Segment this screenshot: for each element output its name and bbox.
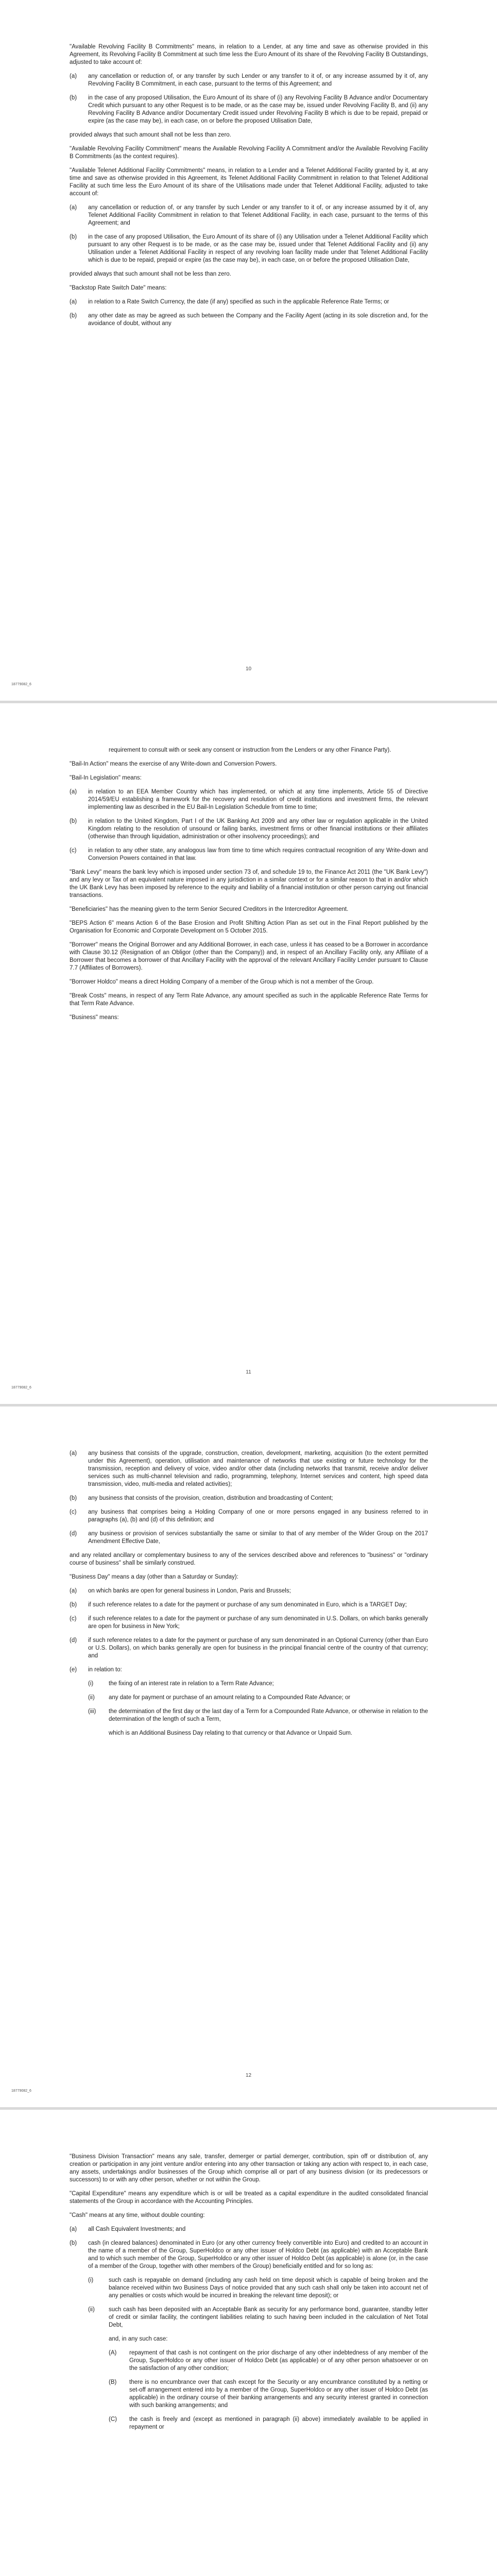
list-label: (c) bbox=[70, 1616, 77, 1622]
list-label: (B) bbox=[109, 2379, 117, 2385]
list-item bbox=[70, 1587, 428, 1595]
list-item bbox=[70, 312, 428, 328]
list-text: in relation to a Rate Switch Currency, the date (if any) specified as such in the applicable Reference Rate Terms; or bbox=[88, 299, 389, 305]
paragraph: and any related ancillary or complementary business to any of the services described above and references to "business" or "ordinary course of business" shall be similarly construed. bbox=[70, 1552, 428, 1566]
list-text: in relation to any other state, any analogous law from time to time which requires contractual recognition of any Write-down and Conversion Powers contained in that law. bbox=[88, 848, 428, 861]
list-label: (a) bbox=[70, 2226, 77, 2232]
page-number: 12 bbox=[245, 2073, 252, 2078]
list-label: (c) bbox=[70, 1509, 77, 1515]
list-label: (b) bbox=[70, 818, 77, 824]
list-text: such cash has been deposited with an Acceptable Bank as security for any performance bond, guarantee, standby letter of credit or similar facility, the contingent liabilities relating to such having been included in the calculation of Net Total Debt, bbox=[109, 2307, 428, 2328]
list-text: in the case of any proposed Utilisation, the Euro Amount of its share of (i) any Revolving Facility B Advance and/or Documentary Credit which pursuant to any other Request is to be made, or as the case may be, issued under Revolving Facility B, and (ii) any Revolving Facility B Advance and/or Documentary Credit issued under Revolving Facility B which is due to be repaid, prepaid or expire (as the case may be), in each case, on or before the proposed Utilisation Date, bbox=[88, 95, 428, 124]
list-label: (a) bbox=[70, 789, 77, 795]
sub-sub-list-item bbox=[109, 2379, 428, 2410]
document-reference: 18779082_6 bbox=[11, 1386, 31, 1389]
sub-list-item bbox=[88, 1694, 428, 1702]
list-label: (ii) bbox=[88, 2307, 95, 2313]
list-text: in relation to: bbox=[88, 1667, 122, 1673]
page-content bbox=[70, 1450, 428, 1743]
page-content bbox=[70, 43, 428, 334]
paragraph: provided always that such amount shall not be less than zero. bbox=[70, 271, 231, 277]
list-text: there is no encumbrance over that cash except for the Security or any encumbrance constituted by a netting or set-off arrangement entered into by a member of the Group, SuperHoldco or any other issuer of Holdco Debt (as applicable) in the ordinary course of their banking arrangements and any security interest granted in connection with such banking arrangements; and bbox=[129, 2379, 428, 2409]
sub-list-item bbox=[88, 1680, 428, 1688]
list-label: (b) bbox=[70, 234, 77, 240]
paragraph: "Break Costs" means, in respect of any Term Rate Advance, any amount specified as such in the applicable Reference Rate Terms for that Term Rate Advance. bbox=[70, 993, 428, 1007]
paragraph: "Business Division Transaction" means any sale, transfer, demerger or partial demerger, contribution, spin off or distribution of, any creation or participation in any joint venture and/or entering into any other transaction or taking any action with respect to, in each case, any assets, undertakings and/or businesses of the Group which comprise all or part of any business division (or its predecessors or successors) to or with any other person, whether or not within the Group. bbox=[70, 2154, 428, 2183]
paragraph: "Business" means: bbox=[70, 1014, 119, 1021]
sub-sub-list-item bbox=[109, 2349, 428, 2372]
list-text: which is an Additional Business Day relating to that currency or that Advance or Unpaid Sum. bbox=[109, 1730, 353, 1736]
paragraph: "Backstop Rate Switch Date" means: bbox=[70, 285, 167, 291]
list-item bbox=[70, 1530, 428, 1546]
list-text: if such reference relates to a date for the payment or purchase of any sum denominated in Euro, which is a TARGET Day; bbox=[88, 1602, 407, 1608]
list-item bbox=[70, 1615, 428, 1631]
list-label: (a) bbox=[70, 299, 77, 305]
paragraph: "Capital Expenditure" means any expenditure which is or will be treated as a capital expenditure in the audited consolidated financial statements of the Group in accordance with the Accounting Principles. bbox=[70, 2191, 428, 2205]
paragraph: provided always that such amount shall not be less than zero. bbox=[70, 132, 231, 138]
list-item bbox=[70, 1637, 428, 1660]
paragraph: "Bank Levy" means the bank levy which is imposed under section 73 of, and schedule 19 to, the Finance Act 2011 (the "UK Bank Levy") and any levy or Tax of an equivalent nature imposed in any jurisdiction in a similar context or for a similar reason to that in and/or which the UK Bank Levy has been imposed by reference to the equity and liability of a financial institution or other person carrying out financial transactions. bbox=[70, 869, 428, 899]
list-label: (a) bbox=[70, 73, 77, 79]
list-text: any cancellation or reduction of, or any transfer by such Lender or any transfer to it of, or any increase assumed by it of, any Telenet Additional Facility Commitment in relation to that Telenet Additional Facility, in each case, pursuant to the terms of this Agreement; and bbox=[88, 205, 428, 226]
list-label: (a) bbox=[70, 1450, 77, 1456]
list-item bbox=[70, 2226, 428, 2233]
sub-list-item bbox=[88, 2335, 428, 2343]
sub-sub-list-item bbox=[109, 2416, 428, 2431]
list-item bbox=[70, 1450, 428, 1488]
paragraph: "Available Revolving Facility B Commitments" means, in relation to a Lender, at any time and save as otherwise provided in this Agreement, its Revolving Facility B Commitment at such time less the Euro Amount of its share of the Revolving Facility B Outstandings, adjusted to take account of: bbox=[70, 44, 428, 65]
list-label: (b) bbox=[70, 95, 77, 101]
paragraph: "Borrower" means the Original Borrower and any Additional Borrower, in each case, unless it has ceased to be a Borrower in accordance with Clause 30.12 (Resignation of an Obligor (other than the Company)) and, in respect of an Ancillary Facility only, any Affiliate of a Borrower that becomes a borrower of that Ancillary Facility with the approval of the relevant Ancillary Facility Lender pursuant to Clause 7.7 (Affiliates of Borrowers). bbox=[70, 942, 428, 971]
list-label: (i) bbox=[88, 1681, 94, 1687]
list-item bbox=[70, 1666, 428, 1674]
list-text: any business that consists of the upgrade, construction, creation, development, marketing, acquisition (to the extent permitted under this Agreement), operation, utilisation and maintenance of networks that use existing or future technology for the transmission, reception and delivery of voice, video and/or other data (including networks that transmit, receive and/or deliver services such as multi-channel television and radio, programming, telephony, Internet services and content, high speed data transmission, video, multi-media and related activities); bbox=[88, 1450, 428, 1487]
list-item bbox=[70, 1601, 428, 1609]
document-page bbox=[0, 0, 497, 701]
paragraph: "Cash" means at any time, without double counting: bbox=[70, 2212, 205, 2218]
document-page bbox=[0, 2110, 497, 2576]
list-label: (d) bbox=[70, 1637, 77, 1643]
list-text: any business that consists of the provision, creation, distribution and broadcasting of Content; bbox=[88, 1495, 333, 1501]
sub-list-item bbox=[88, 747, 428, 754]
list-label: (A) bbox=[109, 2350, 117, 2356]
list-text: such cash is repayable on demand (including any cash held on time deposit which is capable of being broken and the balance received within two Business Days of notice provided that any such cash shall only be taken into account net of any penalties or costs which would be incurred in breaking the relevant time deposit); or bbox=[109, 2277, 428, 2299]
list-text: in relation to an EEA Member Country which has implemented, or which at any time implements, Article 55 of Directive 2014/59/EU establishing a framework for the recovery and resolution of credit institutions and investment firms, the relevant implementing law as described in the EU Bail-In Legislation Schedule from time to time; bbox=[88, 789, 428, 810]
list-label: (c) bbox=[70, 848, 77, 854]
list-item bbox=[70, 298, 428, 306]
paragraph: "Bail-In Action" means the exercise of any Write-down and Conversion Powers. bbox=[70, 761, 277, 767]
list-item bbox=[70, 847, 428, 862]
sub-list-item bbox=[88, 1708, 428, 1723]
paragraph: "Business Day" means a day (other than a Saturday or Sunday): bbox=[70, 1574, 238, 1580]
list-label: (b) bbox=[70, 1495, 77, 1501]
list-text: the fixing of an interest rate in relation to a Term Rate Advance; bbox=[109, 1681, 274, 1687]
list-text: any other date as may be agreed as such between the Company and the Facility Agent (acting in its sole discretion and, for the avoidance of doubt, without any bbox=[88, 313, 428, 327]
sub-list-item bbox=[88, 2306, 428, 2329]
list-text: repayment of that cash is not contingent on the prior discharge of any other indebtedness of any member of the Group, SuperHoldco or any other issuer of Holdco Debt (as applicable) or of any other person whatsoever or on the satisfaction of any other condition; bbox=[129, 2350, 428, 2371]
list-text: in relation to the United Kingdom, Part I of the UK Banking Act 2009 and any other law or regulation applicable in the United Kingdom relating to the resolution of unsound or failing banks, investment firms or other financial institutions or their affiliates (otherwise than through liquidation, administration or other insolvency proceedings); and bbox=[88, 818, 428, 840]
sub-list-item bbox=[88, 1730, 428, 1737]
list-item bbox=[70, 1495, 428, 1502]
document-reference: 18779082_6 bbox=[11, 683, 31, 686]
list-item bbox=[70, 204, 428, 227]
list-item bbox=[70, 2240, 428, 2270]
list-label: (ii) bbox=[88, 1694, 95, 1701]
list-text: any business that comprises being a Holding Company of one or more persons engaged in any business referred to in paragraphs (a), (b) and (d) of this definition; and bbox=[88, 1509, 428, 1523]
list-label: (e) bbox=[70, 1667, 77, 1673]
document-reference: 18779082_6 bbox=[11, 2089, 31, 2093]
paragraph: "Available Revolving Facility Commitment" means the Available Revolving Facility A Commitment and/or the Available Revolving Facility B Commitments (as the context requires). bbox=[70, 146, 428, 160]
list-label: (b) bbox=[70, 1602, 77, 1608]
list-text: cash (in cleared balances) denominated in Euro (or any other currency freely convertible into Euro) and credited to an account in the name of a member of the Group, SuperHoldco or any other issuer of Holdco Debt (as applicable) with an Acceptable Bank and to which such member of the Group, SuperHoldco or any other issuer of Holdco Debt (as applicable) is alone (or, in the case of a member of the Group, together with other members of the Group) beneficially entitled and for so long as: bbox=[88, 2240, 428, 2269]
paragraph: "Available Telenet Additional Facility Commitments" means, in relation to a Lender and a Telenet Additional Facility granted by it, at any time and save as otherwise provided in this Agreement, its Telenet Additional Facility Commitment in relation to that Telenet Additional Facility at such time less the Euro Amount of its share of the Utilisations made under that Telenet Additional Facility, adjusted to take account of: bbox=[70, 167, 428, 197]
list-label: (d) bbox=[70, 1531, 77, 1537]
list-label: (a) bbox=[70, 1588, 77, 1594]
list-label: (b) bbox=[70, 313, 77, 319]
list-text: any date for payment or purchase of an amount relating to a Compounded Rate Advance; or bbox=[109, 1694, 351, 1701]
page-content bbox=[70, 747, 428, 1028]
list-item bbox=[70, 94, 428, 125]
list-item bbox=[70, 73, 428, 88]
list-text: any business or provision of services substantially the same or similar to that of any member of the Wider Group on the 2017 Amendment Effective Date, bbox=[88, 1531, 428, 1545]
list-text: on which banks are open for general business in London, Paris and Brussels; bbox=[88, 1588, 291, 1594]
list-label: (a) bbox=[70, 205, 77, 211]
list-item bbox=[70, 788, 428, 811]
list-item bbox=[70, 233, 428, 264]
paragraph: "BEPS Action 6" means Action 6 of the Base Erosion and Profit Shifting Action Plan as set out in the Final Report published by the Organisation for Economic and Corporate Development on 5 October 2015. bbox=[70, 920, 428, 934]
list-item bbox=[70, 1509, 428, 1524]
list-text: and, in any such case: bbox=[109, 2336, 168, 2342]
list-label: (b) bbox=[70, 2240, 77, 2246]
list-label: (C) bbox=[109, 2416, 117, 2422]
list-text: all Cash Equivalent Investments; and bbox=[88, 2226, 186, 2232]
list-text: if such reference relates to a date for the payment or purchase of any sum denominated in U.S. Dollars, on which banks generally are open for business in New York; bbox=[88, 1616, 428, 1630]
paragraph: "Bail-In Legislation" means: bbox=[70, 775, 142, 781]
list-text: requirement to consult with or seek any consent or instruction from the Lenders or any other Finance Party). bbox=[109, 747, 391, 753]
list-text: the determination of the first day or the last day of a Term for a Compounded Rate Advance, or otherwise in relation to the determination of the length of such a Term, bbox=[109, 1708, 428, 1722]
paragraph: "Borrower Holdco" means a direct Holding Company of a member of the Group which is not a member of the Group. bbox=[70, 979, 374, 985]
list-text: any cancellation or reduction of, or any transfer by such Lender or any transfer to it of, or any increase assumed by it of, any Revolving Facility B Commitment, in each case, pursuant to the terms of this Agreement; and bbox=[88, 73, 428, 87]
list-item bbox=[70, 818, 428, 841]
list-text: in the case of any proposed Utilisation, the Euro Amount of its share of (i) any Utilisation under a Telenet Additional Facility which pursuant to any other Request is to be made, or as the case may be, issued under that Telenet Additional Facility and (ii) any Utilisation under a Telenet Additional Facility in respect of any revolving loan facility made under that Telenet Additional Facility which is due to be repaid, prepaid or expire (as the case may be), in each case, on or before the proposed Utilisation Date, bbox=[88, 234, 428, 263]
list-text: if such reference relates to a date for the payment or purchase of any sum denominated in an Optional Currency (other than Euro or U.S. Dollars), on which banks generally are open for business in the principal financial centre of the country of that currency; and bbox=[88, 1637, 428, 1659]
paragraph: "Beneficiaries" has the meaning given to the term Senior Secured Creditors in the Intercreditor Agreement. bbox=[70, 906, 349, 912]
page-content bbox=[70, 2153, 428, 2437]
list-label: (iii) bbox=[88, 1708, 96, 1715]
page-number: 10 bbox=[245, 666, 252, 672]
document-page bbox=[0, 1406, 497, 2107]
list-label: (i) bbox=[88, 2277, 94, 2283]
sub-list-item bbox=[88, 2277, 428, 2300]
page-number: 11 bbox=[246, 1369, 251, 1375]
list-text: the cash is freely and (except as mentioned in paragraph (ii) above) immediately available to be applied in repayment or bbox=[129, 2416, 428, 2430]
document-page bbox=[0, 703, 497, 1404]
